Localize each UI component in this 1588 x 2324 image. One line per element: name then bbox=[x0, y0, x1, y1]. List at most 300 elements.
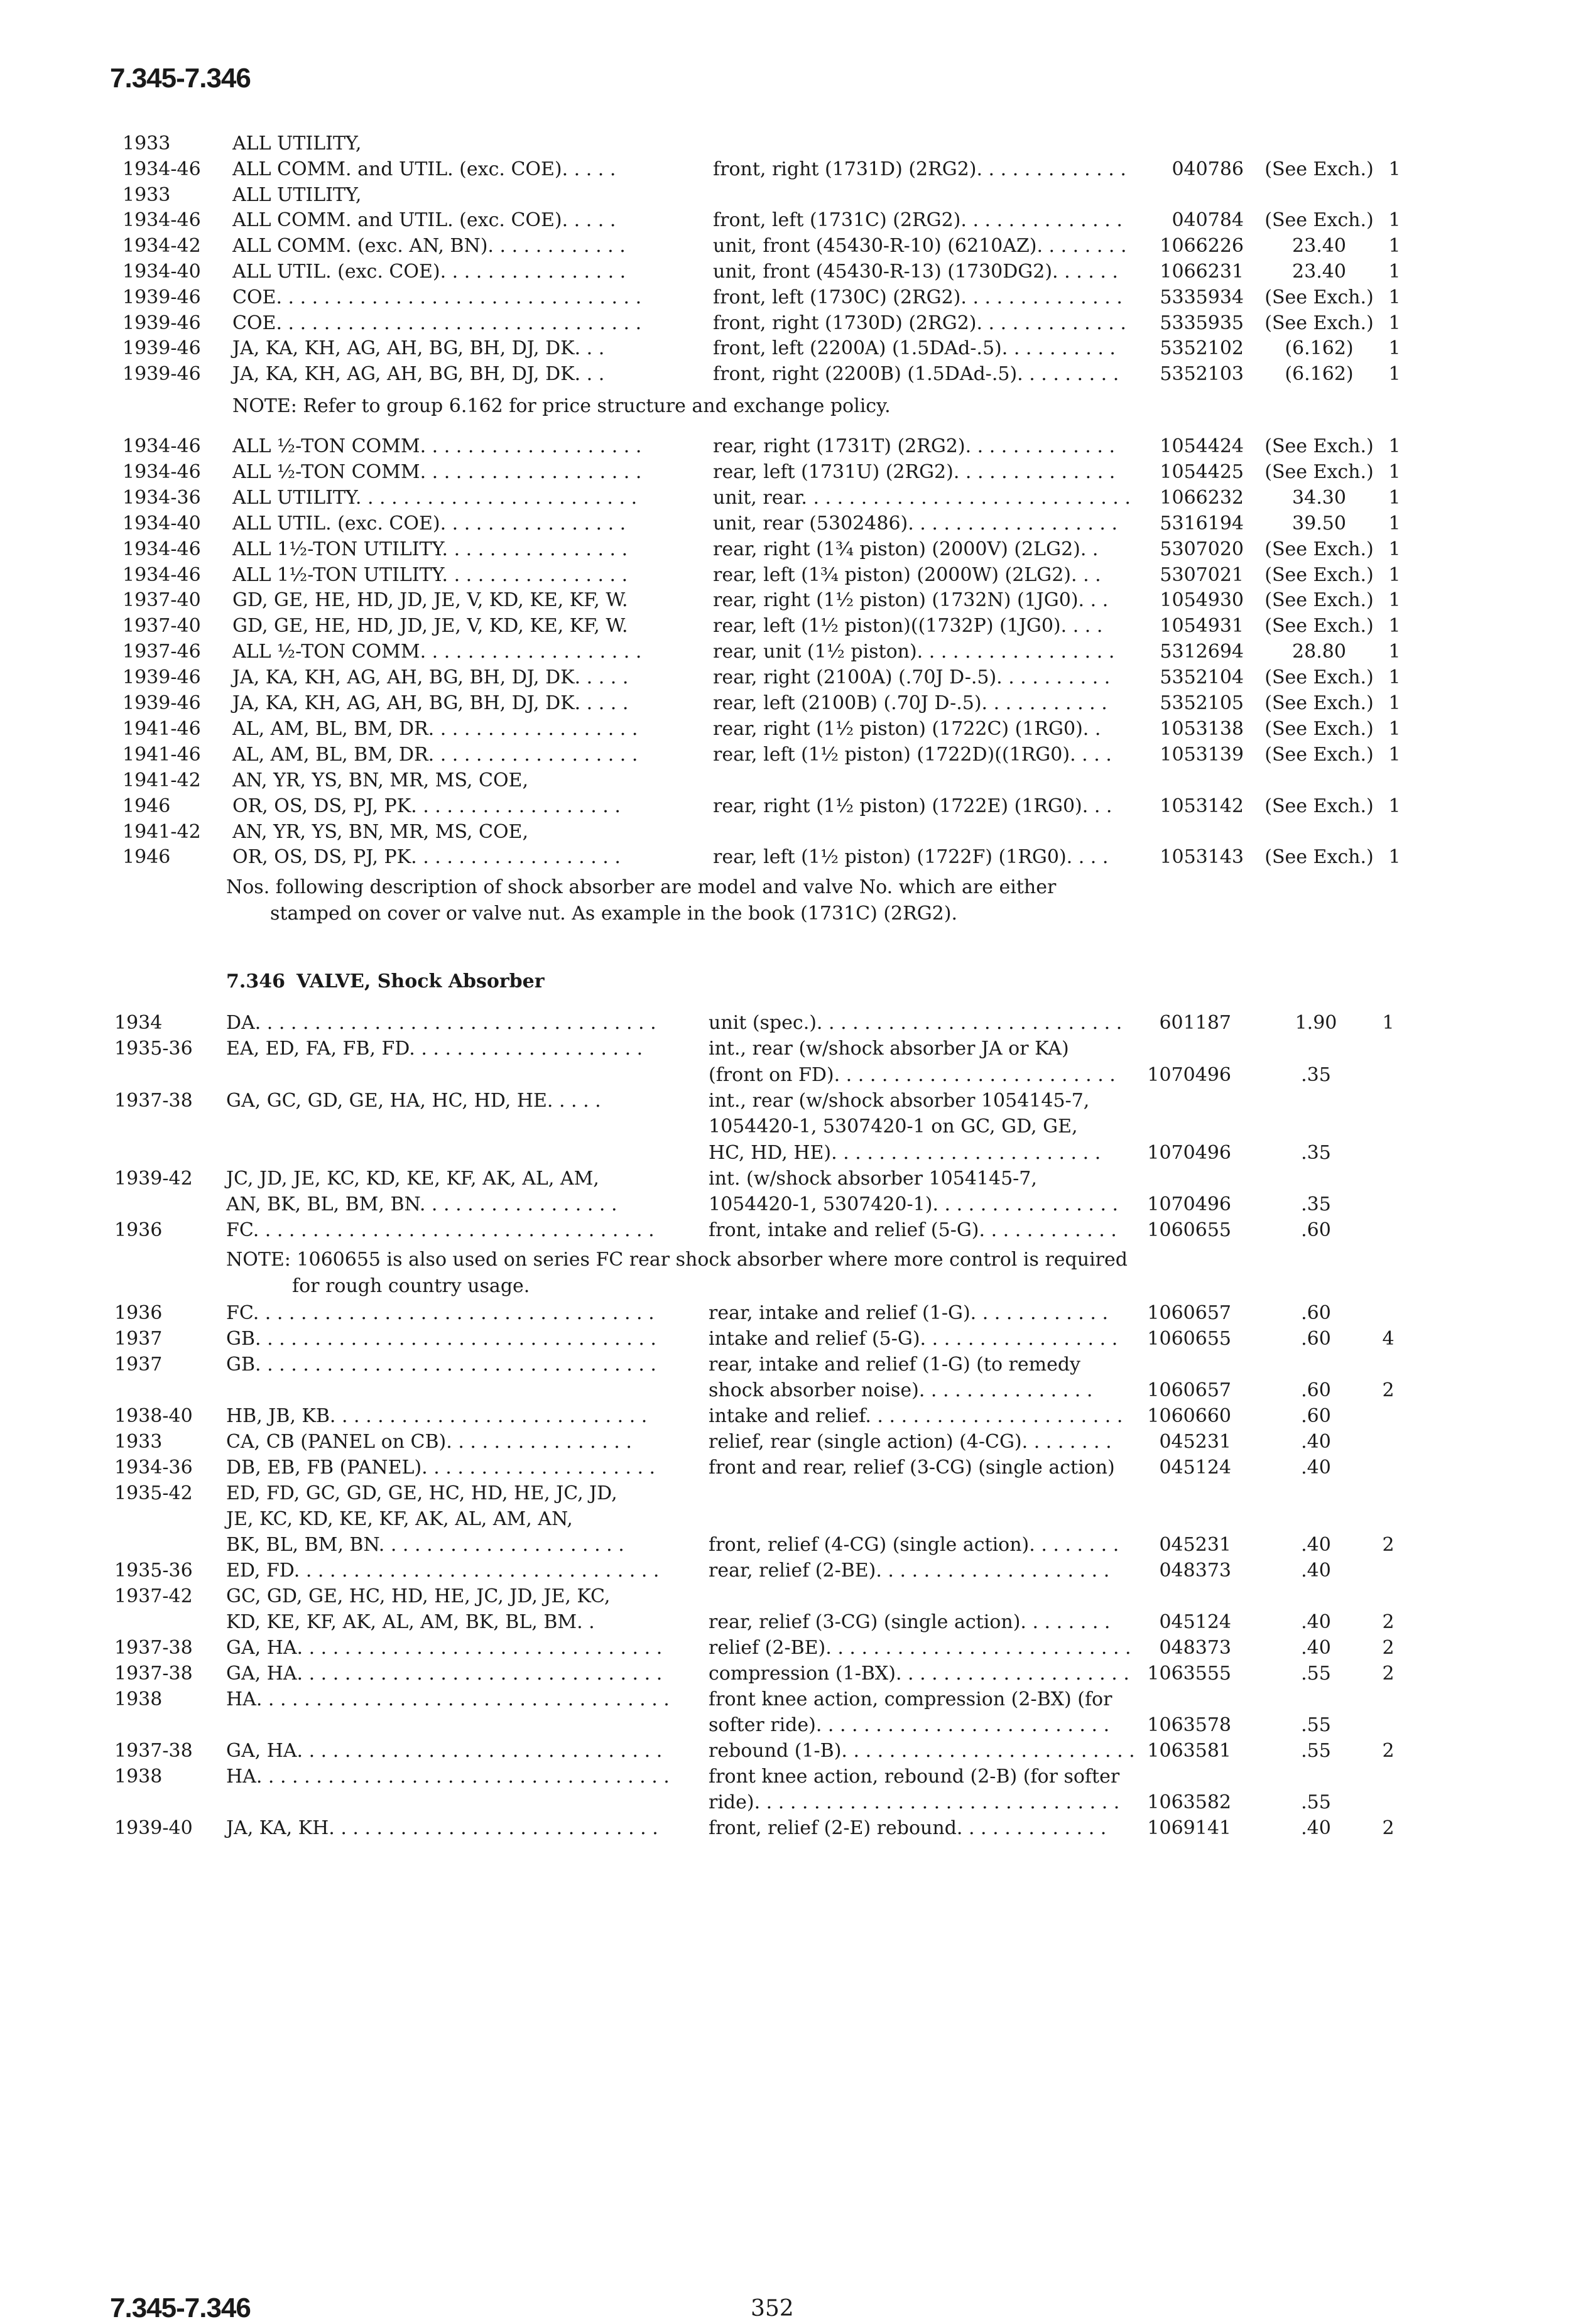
table-row bbox=[0, 1789, 1588, 1816]
cell-price: (6.162) bbox=[1285, 337, 1354, 360]
cell-part: 1054425 bbox=[1160, 460, 1244, 483]
cell-part: 1054424 bbox=[1160, 435, 1244, 457]
cell-qty: 2 bbox=[1382, 1740, 1395, 1762]
table-row bbox=[0, 562, 1588, 589]
cell-year: 1937-38 bbox=[114, 1740, 193, 1762]
cell-year: 1937-38 bbox=[114, 1663, 193, 1685]
cell-qty: 1 bbox=[1388, 692, 1401, 714]
cell-price: (See Exch.) bbox=[1264, 286, 1374, 308]
cell-model: HA. . . . . . . . . . . . . . . . . . . . . . . . . . . . . . . . . . . bbox=[226, 1688, 670, 1710]
cell-qty: 2 bbox=[1382, 1817, 1395, 1839]
cell-price: 34.30 bbox=[1292, 486, 1346, 509]
cell-desc: intake and relief (5-G). . . . . . . . . . . . . . . . . bbox=[709, 1328, 1118, 1350]
cell-price: .55 bbox=[1301, 1663, 1331, 1685]
cell-qty: 1 bbox=[1388, 538, 1401, 560]
cell-model: ALL UTILITY. . . . . . . . . . . . . . . . . . . . . . . . bbox=[232, 486, 638, 509]
cell-qty: 2 bbox=[1382, 1637, 1395, 1659]
cell-part: 045231 bbox=[1159, 1534, 1231, 1556]
cell-part: 1053143 bbox=[1160, 846, 1244, 869]
cell-year: 1934-42 bbox=[122, 235, 201, 258]
cell-year: 1941-42 bbox=[122, 820, 201, 843]
cell-model: AN, BK, BL, BM, BN. . . . . . . . . . . . . . . . . bbox=[226, 1193, 617, 1216]
cell-year: 1939-42 bbox=[114, 1167, 193, 1190]
table-row bbox=[0, 1738, 1588, 1764]
cell-price: .40 bbox=[1301, 1817, 1331, 1839]
cell-desc: front knee action, compression (2-BX) (for bbox=[709, 1688, 1112, 1710]
table-row bbox=[0, 1088, 1588, 1114]
table-row bbox=[0, 1635, 1588, 1661]
page-number: 352 bbox=[751, 2296, 794, 2321]
cell-model: JC, JD, JE, KC, KD, KE, KF, AK, AL, AM, bbox=[226, 1167, 599, 1190]
cell-model: ALL ½-TON COMM. . . . . . . . . . . . . . . . . . . bbox=[232, 435, 642, 457]
cell-year: 1937-38 bbox=[114, 1637, 193, 1659]
table-row bbox=[0, 182, 1588, 209]
cell-qty: 1 bbox=[1388, 460, 1401, 483]
cell-model: AN, YR, YS, BN, MR, MS, COE, bbox=[232, 769, 528, 791]
cell-price: .55 bbox=[1301, 1740, 1331, 1762]
cell-model: AL, AM, BL, BM, DR. . . . . . . . . . . . . . . . . . bbox=[232, 717, 638, 740]
cell-qty: 2 bbox=[1382, 1663, 1395, 1685]
cell-year: 1938 bbox=[114, 1766, 163, 1788]
cell-price: .40 bbox=[1301, 1637, 1331, 1659]
cell-price: .55 bbox=[1301, 1791, 1331, 1813]
table-row bbox=[0, 511, 1588, 537]
cell-part: 045124 bbox=[1159, 1457, 1231, 1479]
cell-price: (See Exch.) bbox=[1264, 209, 1374, 232]
cell-part: 1053139 bbox=[1160, 743, 1244, 766]
table-row bbox=[0, 285, 1588, 311]
cell-qty: 1 bbox=[1388, 209, 1401, 232]
cell-desc: front, right (1731D) (2RG2). . . . . . . . . . . . . bbox=[713, 158, 1126, 180]
table-row bbox=[0, 844, 1588, 871]
cell-desc: 1054420-1, 5307420-1 on GC, GD, GE, bbox=[709, 1116, 1078, 1138]
cell-price: 23.40 bbox=[1292, 261, 1346, 283]
cell-qty: 2 bbox=[1382, 1611, 1395, 1633]
cell-year: 1939-46 bbox=[122, 666, 201, 689]
cell-year: 1937 bbox=[114, 1328, 163, 1350]
cell-year: 1938 bbox=[114, 1688, 163, 1710]
cell-model: BK, BL, BM, BN. . . . . . . . . . . . . . . . . . . . . bbox=[226, 1534, 624, 1556]
cell-model: HB, JB, KB. . . . . . . . . . . . . . . . . . . . . . . . . . . bbox=[226, 1405, 648, 1427]
cell-qty: 1 bbox=[1388, 286, 1401, 308]
cell-part: 1053138 bbox=[1160, 717, 1244, 740]
cell-year: 1935-36 bbox=[114, 1560, 193, 1582]
cell-price: (See Exch.) bbox=[1264, 692, 1374, 714]
cell-model: JA, KA, KH. . . . . . . . . . . . . . . . . . . . . . . . . . . . bbox=[226, 1817, 658, 1839]
section2-title-text: VALVE, Shock Absorber bbox=[296, 970, 545, 992]
cell-qty: 1 bbox=[1388, 846, 1401, 869]
cell-price: .60 bbox=[1301, 1405, 1331, 1427]
table-row bbox=[0, 1609, 1588, 1636]
cell-part: 1063582 bbox=[1147, 1791, 1231, 1813]
cell-qty: 4 bbox=[1382, 1328, 1395, 1350]
cell-qty: 2 bbox=[1382, 1379, 1395, 1401]
cell-part: 5307020 bbox=[1160, 538, 1244, 560]
cell-desc: intake and relief. . . . . . . . . . . . . . . . . . . . . . bbox=[709, 1405, 1123, 1427]
cell-model: JA, KA, KH, AG, AH, BG, BH, DJ, DK. . . bbox=[232, 363, 605, 386]
cell-qty: 1 bbox=[1388, 795, 1401, 817]
table-row bbox=[0, 613, 1588, 639]
table-row bbox=[0, 768, 1588, 794]
cell-model: GD, GE, HE, HD, JD, JE, V, KD, KE, KF, W. bbox=[232, 589, 628, 612]
cell-price: (See Exch.) bbox=[1264, 717, 1374, 740]
cell-part: 601187 bbox=[1159, 1012, 1231, 1034]
cell-model: ALL ½-TON COMM. . . . . . . . . . . . . . . . . . . bbox=[232, 460, 642, 483]
page-footer-code: 7.345-7.346 bbox=[110, 2293, 251, 2323]
cell-price: (See Exch.) bbox=[1264, 795, 1374, 817]
table-row bbox=[0, 485, 1588, 511]
cell-price: (See Exch.) bbox=[1264, 589, 1374, 612]
cell-price: (See Exch.) bbox=[1264, 538, 1374, 560]
cell-qty: 1 bbox=[1388, 666, 1401, 689]
cell-model: FC. . . . . . . . . . . . . . . . . . . . . . . . . . . . . . . . . . bbox=[226, 1302, 655, 1324]
cell-year: 1933 bbox=[122, 133, 171, 155]
cell-part: 1060657 bbox=[1147, 1302, 1231, 1324]
cell-model: ALL UTIL. (exc. COE). . . . . . . . . . . . . . . . bbox=[232, 512, 626, 535]
cell-model: FC. . . . . . . . . . . . . . . . . . . . . . . . . . . . . . . . . . bbox=[226, 1219, 655, 1242]
cell-model: CA, CB (PANEL on CB). . . . . . . . . . . . . . . . bbox=[226, 1431, 632, 1453]
cell-year: 1934-46 bbox=[122, 158, 201, 180]
cell-model: DB, EB, FB (PANEL). . . . . . . . . . . . . . . . . . . . bbox=[226, 1457, 656, 1479]
cell-part: 1066232 bbox=[1160, 486, 1244, 509]
cell-part: 045124 bbox=[1159, 1611, 1231, 1633]
cell-price: (See Exch.) bbox=[1264, 435, 1374, 457]
cell-part: 1066231 bbox=[1160, 261, 1244, 283]
table-row bbox=[0, 1815, 1588, 1842]
cell-part: 1063581 bbox=[1147, 1740, 1231, 1762]
cell-desc: HC, HD, HE). . . . . . . . . . . . . . . . . . . . . . . bbox=[709, 1141, 1101, 1164]
table-row bbox=[0, 459, 1588, 486]
cell-desc: rear, relief (3-CG) (single action). . . . . . . . bbox=[709, 1611, 1111, 1633]
table-row bbox=[0, 335, 1588, 362]
cell-desc: front, right (1730D) (2RG2). . . . . . . . . . . . . bbox=[713, 312, 1126, 334]
cell-desc: rear, left (1½ piston)((1732P) (1JG0). . . . bbox=[713, 615, 1103, 638]
cell-model: JA, KA, KH, AG, AH, BG, BH, DJ, DK. . . bbox=[232, 337, 605, 360]
table-row bbox=[0, 1661, 1588, 1687]
cell-year: 1935-36 bbox=[114, 1038, 193, 1060]
cell-price: .60 bbox=[1301, 1379, 1331, 1401]
cell-year: 1937 bbox=[114, 1354, 163, 1376]
cell-year: 1934-46 bbox=[122, 435, 201, 457]
cell-desc: shock absorber noise). . . . . . . . . . . . . . . bbox=[709, 1379, 1093, 1401]
cell-price: .55 bbox=[1301, 1714, 1331, 1736]
cell-part: 5316194 bbox=[1160, 512, 1244, 535]
cell-qty: 1 bbox=[1388, 158, 1401, 180]
cell-qty: 1 bbox=[1388, 486, 1401, 509]
table-row bbox=[0, 361, 1588, 388]
cell-model: JA, KA, KH, AG, AH, BG, BH, DJ, DK. . . . . bbox=[232, 666, 629, 689]
cell-part: 1070496 bbox=[1147, 1141, 1231, 1164]
cell-model: ED, FD. . . . . . . . . . . . . . . . . . . . . . . . . . . . . . . bbox=[226, 1560, 660, 1582]
cell-model: HA. . . . . . . . . . . . . . . . . . . . . . . . . . . . . . . . . . . bbox=[226, 1766, 670, 1788]
section2-note-line2: for rough country usage. bbox=[292, 1275, 530, 1297]
cell-model: ALL 1½-TON UTILITY. . . . . . . . . . . . . . . . bbox=[232, 538, 628, 560]
cell-part: 1069141 bbox=[1147, 1817, 1231, 1839]
cell-part: 1070496 bbox=[1147, 1063, 1231, 1086]
table-row bbox=[0, 1686, 1588, 1713]
table-row bbox=[0, 131, 1588, 157]
table-row bbox=[0, 207, 1588, 234]
table-row bbox=[0, 310, 1588, 337]
table-row bbox=[0, 1429, 1588, 1455]
cell-part: 5352102 bbox=[1160, 337, 1244, 360]
cell-desc: rear, relief (2-BE). . . . . . . . . . . . . . . . . . . . bbox=[709, 1560, 1110, 1582]
cell-part: 5352103 bbox=[1160, 363, 1244, 386]
cell-part: 1070496 bbox=[1147, 1193, 1231, 1216]
cell-price: (See Exch.) bbox=[1264, 743, 1374, 766]
cell-year: 1934-40 bbox=[122, 512, 201, 535]
cell-part: 5352104 bbox=[1160, 666, 1244, 689]
cell-desc: rear, right (1½ piston) (1732N) (1JG0). . . bbox=[713, 589, 1109, 612]
cell-model: AN, YR, YS, BN, MR, MS, COE, bbox=[232, 820, 528, 843]
table-row bbox=[0, 536, 1588, 563]
cell-qty: 1 bbox=[1388, 743, 1401, 766]
cell-model: ALL ½-TON COMM. . . . . . . . . . . . . . . . . . . bbox=[232, 641, 642, 663]
cell-desc: relief, rear (single action) (4-CG). . . . . . . . bbox=[709, 1431, 1112, 1453]
cell-qty: 1 bbox=[1382, 1012, 1395, 1034]
cell-desc: rear, left (1½ piston) (1722F) (1RG0). . . . bbox=[713, 846, 1109, 869]
table-row bbox=[0, 1300, 1588, 1327]
cell-model: GB. . . . . . . . . . . . . . . . . . . . . . . . . . . . . . . . . . bbox=[226, 1328, 656, 1350]
table-row bbox=[0, 1352, 1588, 1378]
cell-qty: 1 bbox=[1388, 435, 1401, 457]
cell-desc: front, left (2200A) (1.5DAd-.5). . . . . . . . . . bbox=[713, 337, 1116, 360]
cell-desc: rear, intake and relief (1-G). . . . . . . . . . . . bbox=[709, 1302, 1108, 1324]
cell-price: .40 bbox=[1301, 1457, 1331, 1479]
cell-model: ALL UTILITY, bbox=[232, 133, 362, 155]
cell-model: ALL UTIL. (exc. COE). . . . . . . . . . . . . . . . bbox=[232, 261, 626, 283]
cell-model: AL, AM, BL, BM, DR. . . . . . . . . . . . . . . . . . bbox=[232, 743, 638, 766]
table-row bbox=[0, 433, 1588, 460]
section1-note-numbers-line2: stamped on cover or valve nut. As example in the book (1731C) (2RG2). bbox=[270, 903, 957, 925]
table-row bbox=[0, 1480, 1588, 1507]
cell-model: GA, HA. . . . . . . . . . . . . . . . . . . . . . . . . . . . . . . bbox=[226, 1637, 663, 1659]
cell-desc: rear, right (1½ piston) (1722E) (1RG0). . . bbox=[713, 795, 1112, 817]
cell-part: 5335935 bbox=[1160, 312, 1244, 334]
table-row bbox=[0, 1506, 1588, 1533]
table-row bbox=[0, 1192, 1588, 1218]
table-row bbox=[0, 639, 1588, 665]
table-row bbox=[0, 1166, 1588, 1192]
cell-price: 28.80 bbox=[1292, 641, 1346, 663]
cell-year: 1934-46 bbox=[122, 538, 201, 560]
cell-price: .60 bbox=[1301, 1219, 1331, 1242]
cell-desc: unit, rear (5302486). . . . . . . . . . . . . . . . . . bbox=[713, 512, 1118, 535]
cell-year: 1946 bbox=[122, 846, 171, 869]
cell-year: 1937-40 bbox=[122, 615, 201, 638]
cell-model: GA, HA. . . . . . . . . . . . . . . . . . . . . . . . . . . . . . . bbox=[226, 1740, 663, 1762]
cell-model: ALL 1½-TON UTILITY. . . . . . . . . . . . . . . . bbox=[232, 563, 628, 586]
table-row bbox=[0, 690, 1588, 717]
cell-part: 1060655 bbox=[1147, 1328, 1231, 1350]
cell-year: 1939-40 bbox=[114, 1817, 193, 1839]
table-row bbox=[0, 1036, 1588, 1062]
cell-year: 1934-40 bbox=[122, 261, 201, 283]
cell-year: 1937-46 bbox=[122, 641, 201, 663]
table-row bbox=[0, 1377, 1588, 1404]
cell-year: 1937-38 bbox=[114, 1089, 193, 1112]
cell-part: 1053142 bbox=[1160, 795, 1244, 817]
cell-qty: 1 bbox=[1388, 512, 1401, 535]
cell-qty: 2 bbox=[1382, 1534, 1395, 1556]
cell-model: DA. . . . . . . . . . . . . . . . . . . . . . . . . . . . . . . . . . bbox=[226, 1012, 656, 1034]
cell-part: 040784 bbox=[1172, 209, 1244, 232]
cell-year: 1939-46 bbox=[122, 337, 201, 360]
cell-year: 1939-46 bbox=[122, 312, 201, 334]
cell-model: ALL COMM. and UTIL. (exc. COE). . . . . bbox=[232, 209, 616, 232]
cell-model: EA, ED, FA, FB, FD. . . . . . . . . . . . . . . . . . . . bbox=[226, 1038, 643, 1060]
table-row bbox=[0, 156, 1588, 183]
cell-qty: 1 bbox=[1388, 615, 1401, 638]
cell-qty: 1 bbox=[1388, 235, 1401, 258]
cell-year: 1936 bbox=[114, 1302, 163, 1324]
cell-price: 39.50 bbox=[1292, 512, 1346, 535]
cell-desc: front, right (2200B) (1.5DAd-.5). . . . . . . . . bbox=[713, 363, 1119, 386]
cell-desc: front, left (1731C) (2RG2). . . . . . . . . . . . . . bbox=[713, 209, 1123, 232]
cell-qty: 1 bbox=[1388, 312, 1401, 334]
cell-desc: rear, left (1½ piston) (1722D)((1RG0). . . . bbox=[713, 743, 1112, 766]
cell-desc: front, relief (4-CG) (single action). . . . . . . . bbox=[709, 1534, 1119, 1556]
cell-model: KD, KE, KF, AK, AL, AM, BK, BL, BM. . bbox=[226, 1611, 595, 1633]
cell-model: GB. . . . . . . . . . . . . . . . . . . . . . . . . . . . . . . . . . bbox=[226, 1354, 656, 1376]
cell-model: ED, FD, GC, GD, GE, HC, HD, HE, JC, JD, bbox=[226, 1482, 617, 1504]
cell-desc: 1054420-1, 5307420-1). . . . . . . . . . . . . . . . bbox=[709, 1193, 1119, 1216]
cell-year: 1939-46 bbox=[122, 692, 201, 714]
cell-desc: rear, left (1¾ piston) (2000W) (2LG2). . . bbox=[713, 563, 1101, 586]
cell-part: 1054930 bbox=[1160, 589, 1244, 612]
cell-desc: rear, right (1731T) (2RG2). . . . . . . . . . . . . bbox=[713, 435, 1115, 457]
cell-model: ALL COMM. and UTIL. (exc. COE). . . . . bbox=[232, 158, 616, 180]
section2-note-line1: NOTE: 1060655 is also used on series FC rear shock absorber where more control is required bbox=[226, 1249, 1128, 1271]
table-row bbox=[0, 1712, 1588, 1739]
cell-desc: front, left (1730C) (2RG2). . . . . . . . . . . . . . bbox=[713, 286, 1123, 308]
cell-price: .40 bbox=[1301, 1431, 1331, 1453]
cell-qty: 1 bbox=[1388, 589, 1401, 612]
cell-price: 1.90 bbox=[1295, 1012, 1337, 1034]
cell-year: 1941-42 bbox=[122, 769, 201, 791]
section1-note-numbers-line1: Nos. following description of shock absorber are model and valve No. which are either bbox=[226, 876, 1057, 898]
cell-year: 1934-46 bbox=[122, 460, 201, 483]
cell-desc: rear, unit (1½ piston). . . . . . . . . . . . . . . . . bbox=[713, 641, 1115, 663]
cell-price: .40 bbox=[1301, 1534, 1331, 1556]
cell-year: 1934-46 bbox=[122, 563, 201, 586]
cell-price: (See Exch.) bbox=[1264, 846, 1374, 869]
table-row bbox=[0, 1217, 1588, 1244]
section2-number: 7.346 bbox=[226, 970, 285, 992]
cell-year: 1941-46 bbox=[122, 743, 201, 766]
cell-model: JE, KC, KD, KE, KF, AK, AL, AM, AN, bbox=[226, 1508, 573, 1530]
cell-part: 1063578 bbox=[1147, 1714, 1231, 1736]
cell-model: GC, GD, GE, HC, HD, HE, JC, JD, JE, KC, bbox=[226, 1585, 611, 1607]
cell-year: 1939-46 bbox=[122, 363, 201, 386]
cell-model: COE. . . . . . . . . . . . . . . . . . . . . . . . . . . . . . . bbox=[232, 286, 642, 308]
cell-model: OR, OS, DS, PJ, PK. . . . . . . . . . . . . . . . . . bbox=[232, 846, 621, 869]
cell-price: (See Exch.) bbox=[1264, 460, 1374, 483]
section1-note-exchange: NOTE: Refer to group 6.162 for price structure and exchange policy. bbox=[232, 395, 891, 417]
section2-title bbox=[226, 970, 545, 992]
cell-model: JA, KA, KH, AG, AH, BG, BH, DJ, DK. . . . . bbox=[232, 692, 629, 714]
cell-price: (See Exch.) bbox=[1264, 312, 1374, 334]
page-header: 7.345-7.346 bbox=[110, 63, 251, 94]
cell-desc: rear, right (1¾ piston) (2000V) (2LG2). . bbox=[713, 538, 1099, 560]
table-row bbox=[0, 1010, 1588, 1036]
cell-qty: 1 bbox=[1388, 641, 1401, 663]
cell-desc: softer ride). . . . . . . . . . . . . . . . . . . . . . . . . bbox=[709, 1714, 1110, 1736]
cell-desc: rear, left (1731U) (2RG2). . . . . . . . . . . . . . bbox=[713, 460, 1116, 483]
cell-qty: 1 bbox=[1388, 261, 1401, 283]
cell-year: 1934-36 bbox=[114, 1457, 193, 1479]
cell-desc: relief (2-BE). . . . . . . . . . . . . . . . . . . . . . . . . . bbox=[709, 1637, 1131, 1659]
cell-price: .35 bbox=[1301, 1063, 1331, 1086]
cell-model: GD, GE, HE, HD, JD, JE, V, KD, KE, KF, W. bbox=[232, 615, 628, 638]
cell-part: 048373 bbox=[1159, 1637, 1231, 1659]
table-row bbox=[0, 716, 1588, 742]
table-row bbox=[0, 742, 1588, 768]
cell-part: 5352105 bbox=[1160, 692, 1244, 714]
cell-desc: rear, right (2100A) (.70J D-.5). . . . . . . . . . bbox=[713, 666, 1111, 689]
table-row bbox=[0, 1062, 1588, 1089]
cell-desc: int., rear (w/shock absorber 1054145-7, bbox=[709, 1089, 1090, 1112]
cell-year: 1934-36 bbox=[122, 486, 201, 509]
table-row bbox=[0, 1532, 1588, 1558]
table-row bbox=[0, 819, 1588, 845]
cell-part: 5335934 bbox=[1160, 286, 1244, 308]
cell-desc: front, intake and relief (5-G). . . . . . . . . . . . bbox=[709, 1219, 1117, 1242]
cell-part: 1060655 bbox=[1147, 1219, 1231, 1242]
table-row bbox=[0, 1140, 1588, 1166]
cell-year: 1933 bbox=[114, 1431, 163, 1453]
cell-desc: unit, front (45430-R-10) (6210AZ). . . . . . . . bbox=[713, 235, 1127, 258]
cell-desc: rebound (1-B). . . . . . . . . . . . . . . . . . . . . . . . . bbox=[709, 1740, 1135, 1762]
cell-desc: rear, left (2100B) (.70J D-.5). . . . . . . . . . . bbox=[713, 692, 1107, 714]
cell-desc: int., rear (w/shock absorber JA or KA) bbox=[709, 1038, 1069, 1060]
cell-model: ALL COMM. (exc. AN, BN). . . . . . . . . . . . bbox=[232, 235, 626, 258]
cell-model: COE. . . . . . . . . . . . . . . . . . . . . . . . . . . . . . . bbox=[232, 312, 642, 334]
cell-part: 1060657 bbox=[1147, 1379, 1231, 1401]
cell-price: .35 bbox=[1301, 1193, 1331, 1216]
cell-year: 1936 bbox=[114, 1219, 163, 1242]
cell-part: 5312694 bbox=[1160, 641, 1244, 663]
cell-year: 1937-40 bbox=[122, 589, 201, 612]
cell-qty: 1 bbox=[1388, 337, 1401, 360]
cell-price: .40 bbox=[1301, 1611, 1331, 1633]
cell-qty: 1 bbox=[1388, 717, 1401, 740]
cell-desc: rear, right (1½ piston) (1722C) (1RG0). . bbox=[713, 717, 1101, 740]
cell-price: .35 bbox=[1301, 1141, 1331, 1164]
cell-price: (See Exch.) bbox=[1264, 666, 1374, 689]
table-row bbox=[0, 233, 1588, 259]
cell-part: 040786 bbox=[1172, 158, 1244, 180]
cell-qty: 1 bbox=[1388, 563, 1401, 586]
cell-price: 23.40 bbox=[1292, 235, 1346, 258]
table-row bbox=[0, 793, 1588, 820]
cell-price: (See Exch.) bbox=[1264, 158, 1374, 180]
cell-desc: rear, intake and relief (1-G) (to remedy bbox=[709, 1354, 1080, 1376]
cell-model: ALL UTILITY, bbox=[232, 183, 362, 206]
cell-year: 1934 bbox=[114, 1012, 163, 1034]
table-row bbox=[0, 587, 1588, 614]
cell-desc: unit, rear. . . . . . . . . . . . . . . . . . . . . . . . . . . . bbox=[713, 486, 1131, 509]
cell-year: 1934-46 bbox=[122, 209, 201, 232]
cell-year: 1938-40 bbox=[114, 1405, 193, 1427]
cell-part: 045231 bbox=[1159, 1431, 1231, 1453]
cell-qty: 1 bbox=[1388, 363, 1401, 386]
cell-part: 1060660 bbox=[1147, 1405, 1231, 1427]
table-row bbox=[0, 1558, 1588, 1584]
cell-price: .60 bbox=[1301, 1328, 1331, 1350]
cell-desc: compression (1-BX). . . . . . . . . . . . . . . . . . . . bbox=[709, 1663, 1129, 1685]
cell-desc: front, relief (2-E) rebound. . . . . . . . . . . . . bbox=[709, 1817, 1107, 1839]
